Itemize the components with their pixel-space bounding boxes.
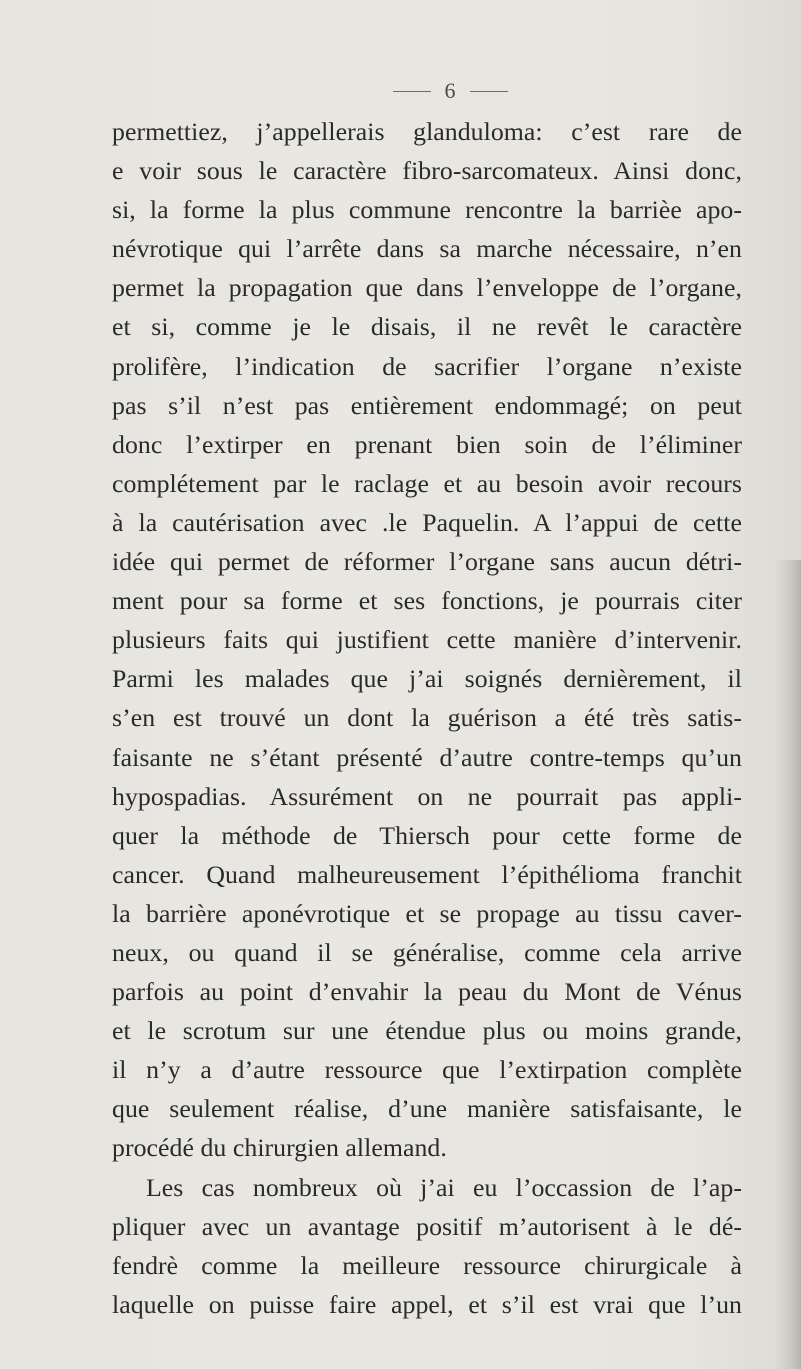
text-line: s’en est trouvé un dont la guérison a été très satis-: [112, 703, 742, 733]
text-line: faisante ne s’étant présenté d’autre contre-temps qu’un: [112, 742, 742, 772]
text-line: fendrè comme la meilleure ressource chirurgicale à: [112, 1250, 742, 1280]
text-line: que seulement réalise, d’une manière satisfaisante, le: [112, 1094, 742, 1124]
text-line: e voir sous le caractère fibro-sarcomateux. Ainsi donc,: [112, 156, 742, 186]
text-line: complétement par le raclage et au besoin avoir recours: [112, 468, 742, 498]
header-dash-right: [470, 91, 508, 92]
text-line: névrotique qui l’arrête dans sa marche nécessaire, n’en: [112, 234, 742, 264]
text-line: ment pour sa forme et ses fonctions, je pourrais citer: [112, 586, 742, 616]
text-line: Parmi les malades que j’ai soignés dernièrement, il: [112, 664, 742, 694]
header-dash-left: [393, 91, 431, 92]
text-line: neux, ou quand il se généralise, comme cela arrive: [112, 937, 742, 967]
text-line: donc l’extirper en prenant bien soin de l’éliminer: [112, 429, 742, 459]
page-number: 6: [444, 78, 456, 103]
text-line: pliquer avec un avantage positif m’autorisent à le dé-: [112, 1211, 742, 1241]
text-line: prolifère, l’indication de sacrifier l’organe n’existe: [112, 351, 742, 381]
text-line: laquelle on puisse faire appel, et s’il est vrai que l’un: [112, 1289, 742, 1319]
text-line: et si, comme je le disais, il ne revêt le caractère: [112, 312, 742, 342]
text-line: si, la forme la plus commune rencontre la barrièe apo-: [112, 195, 742, 225]
text-line: quer la méthode de Thiersch pour cette forme de: [112, 820, 742, 850]
text-line: pas s’il n’est pas entièrement endommagé; on peut: [112, 390, 742, 420]
text-line: permet la propagation que dans l’enveloppe de l’organe,: [112, 273, 742, 303]
page-number-header: [360, 78, 540, 104]
text-line: procédé du chirurgien allemand.: [112, 1133, 447, 1163]
text-line: parfois au point d’envahir la peau du Mont de Vénus: [112, 977, 742, 1007]
text-line: Les cas nombreux où j’ai eu l’occassion de l’ap-: [146, 1172, 742, 1202]
page-edge-shadow: [775, 560, 801, 1369]
text-line: permettiez, j’appellerais glanduloma: c’est rare de: [112, 117, 742, 146]
text-line: plusieurs faits qui justifient cette manière d’intervenir.: [112, 625, 742, 655]
text-line: il n’y a d’autre ressource que l’extirpation complète: [112, 1055, 742, 1085]
body-text: [112, 112, 742, 1324]
text-line: hypospadias. Assurément on ne pourrait pas appli-: [112, 781, 742, 811]
text-line: idée qui permet de réformer l’organe sans aucun détri-: [112, 547, 742, 577]
text-line: à la cautérisation avec .le Paquelin. A l’appui de cette: [112, 507, 742, 537]
text-line: cancer. Quand malheureusement l’épithélioma franchit: [112, 859, 742, 889]
text-line: et le scrotum sur une étendue plus ou moins grande,: [112, 1016, 742, 1046]
text-line: la barrière aponévrotique et se propage au tissu caver-: [112, 898, 742, 928]
